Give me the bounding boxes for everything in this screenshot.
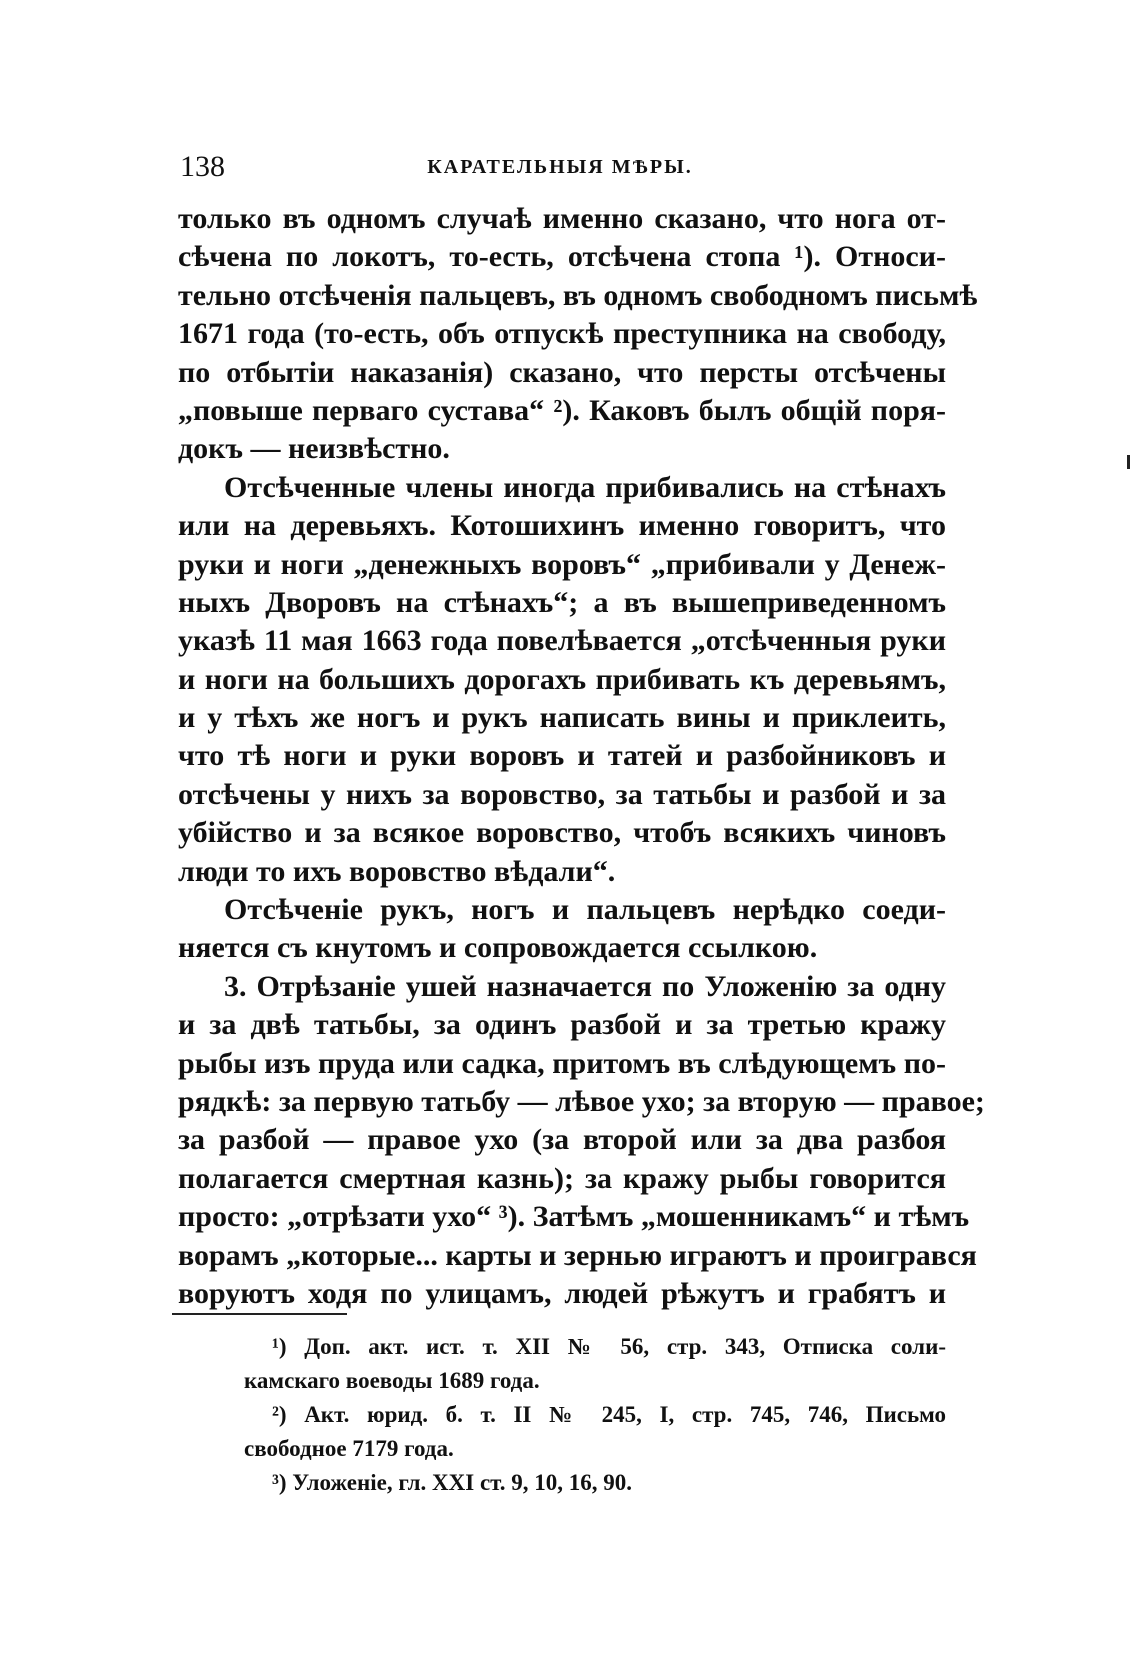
body-text [178, 200, 985, 1313]
body-line: няется съ кнутомъ и сопровождается ссылкою. [178, 931, 818, 965]
page-header [180, 150, 940, 190]
body-line: или на деревьяхъ. Котошихинъ именно говоритъ, что [178, 509, 946, 543]
footnotes [178, 1330, 946, 1500]
body-line: и у тѣхъ же ногъ и рукъ написать вины и приклеить, [178, 701, 946, 735]
running-title: КАРАТЕЛЬНЫЯ МѢРЫ. [427, 156, 693, 178]
body-line: что тѣ ноги и руки воровъ и татей и разбойниковъ и [178, 739, 946, 773]
footnote-line: ¹) Доп. акт. ист. т. XII № 56, стр. 343, Отписка соли- [272, 1334, 946, 1359]
body-line: ныхъ Дворовъ на стѣнахъ“; а въ вышеприведенномъ [178, 585, 946, 619]
footnote-line: камскаго воеводы 1689 года. [244, 1368, 540, 1393]
body-line: тельно отсѣченія пальцевъ, въ одномъ свободномъ письмѣ [178, 278, 978, 312]
body-line: сѣчена по локотъ, то-есть, отсѣчена стопа ¹). Относи- [178, 240, 946, 274]
footnote-line: ²) Акт. юрид. б. т. II № 245, I, стр. 745, 746, Письмо [272, 1402, 946, 1427]
margin-mark [1127, 455, 1130, 469]
body-line: 1671 года (то-есть, объ отпускѣ преступника на свободу, [178, 317, 946, 351]
body-line: рыбы изъ пруда или садка, притомъ въ слѣдующемъ по- [178, 1046, 946, 1080]
body-line: полагается смертная казнь); за кражу рыбы говорится [178, 1161, 946, 1195]
body-line: убійство и за всякое воровство, чтобъ всякихъ чиновъ [178, 816, 946, 850]
body-line: по отбытіи наказанія) сказано, что персты отсѣчены [178, 355, 946, 389]
body-line: люди то ихъ воровство вѣдали“. [178, 854, 616, 888]
body-line: 3. Отрѣзаніе ушей назначается по Уложенію за одну [224, 969, 946, 1003]
body-line: указѣ 11 мая 1663 года повелѣвается „отсѣченныя руки [178, 624, 946, 658]
body-line: и ноги на большихъ дорогахъ прибивать къ деревьямъ, [178, 662, 946, 696]
footnote-divider [172, 1313, 347, 1315]
footnote-line: ³) Уложеніе, гл. XXI ст. 9, 10, 16, 90. [272, 1470, 632, 1495]
body-line: Отсѣченные члены иногда прибивались на стѣнахъ [224, 470, 946, 504]
body-line: отсѣчены у нихъ за воровство, за татьбы и разбой и за [178, 777, 946, 811]
body-line: и за двѣ татьбы, за одинъ разбой и за третью кражу [178, 1008, 946, 1042]
footnote-line: свободное 7179 года. [244, 1436, 454, 1461]
body-line: просто: „отрѣзати ухо“ ³). Затѣмъ „мошенникамъ“ и тѣмъ [178, 1200, 970, 1234]
body-line: воруютъ ходя по улицамъ, людей рѣжутъ и грабятъ и [178, 1276, 946, 1310]
body-line: только въ одномъ случаѣ именно сказано, что нога от- [178, 202, 946, 235]
body-line: „повыше перваго сустава“ ²). Каковъ былъ общій поря- [178, 393, 946, 427]
body-line: ворамъ „которые... карты и зернью играютъ и проигрався [178, 1238, 977, 1272]
body-line: руки и ноги „денежныхъ воровъ“ „прибивали у Денеж- [178, 547, 946, 581]
body-line: за разбой — правое ухо (за второй или за два разбоя [178, 1123, 946, 1157]
body-line: рядкѣ: за первую татьбу — лѣвое ухо; за вторую — правое; [178, 1084, 985, 1118]
body-line: докъ — неизвѣстно. [178, 432, 450, 466]
body-line: Отсѣченіе рукъ, ногъ и пальцевъ нерѣдко соеди- [224, 893, 946, 927]
page-number: 138 [180, 150, 225, 183]
